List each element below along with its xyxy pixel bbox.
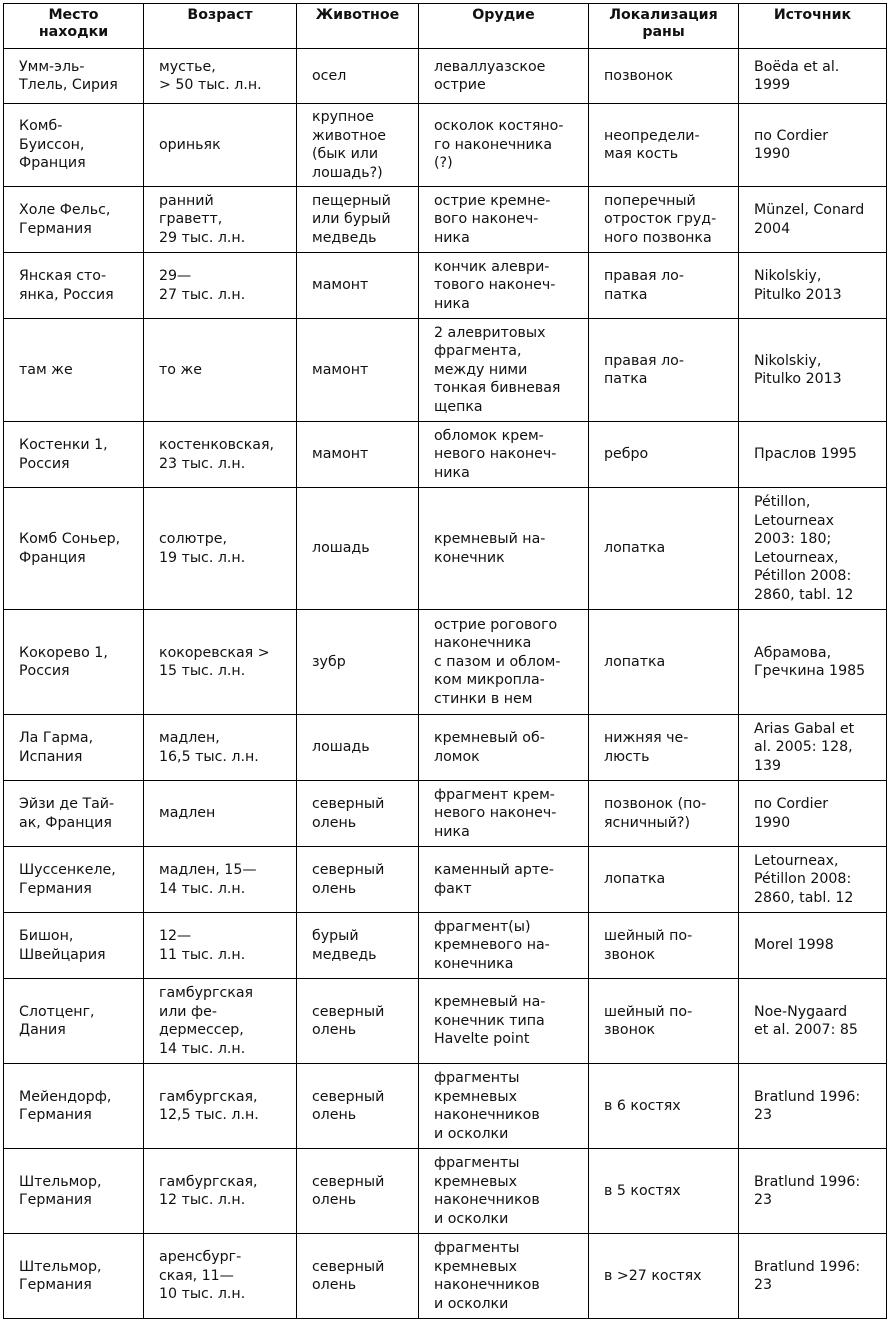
cell-source: Münzel, Conard 2004	[739, 187, 887, 253]
cell-age: мадлен, 15— 14 тыс. л.н.	[144, 847, 297, 913]
cell-tool: кремневый об- ломок	[419, 715, 589, 781]
cell-site: Мейендорф, Германия	[4, 1064, 144, 1149]
cell-age: гамбургская, 12 тыс. л.н.	[144, 1149, 297, 1234]
cell-source: Boëda et al. 1999	[739, 49, 887, 104]
cell-animal: северный олень	[297, 1234, 419, 1319]
cell-tool: леваллуазское острие	[419, 49, 589, 104]
finds-table	[3, 3, 887, 1319]
cell-animal: северный олень	[297, 847, 419, 913]
table-row	[4, 488, 887, 610]
cell-age: то же	[144, 319, 297, 422]
cell-animal: мамонт	[297, 422, 419, 488]
cell-tool: фрагмент крем- невого наконеч- ника	[419, 781, 589, 847]
cell-tool: острие рогового наконечника с пазом и облом- ком микропла- стинки в нем	[419, 610, 589, 715]
cell-site: Комб Соньер, Франция	[4, 488, 144, 610]
table-row	[4, 104, 887, 187]
cell-tool: фрагменты кремневых наконечников и осколки	[419, 1234, 589, 1319]
cell-source: Абрамова, Гречкина 1985	[739, 610, 887, 715]
cell-wound-location: нижняя че- люсть	[589, 715, 739, 781]
cell-source: Nikolskiy, Pitulko 2013	[739, 319, 887, 422]
cell-wound-location: поперечный отросток груд- ного позвонка	[589, 187, 739, 253]
cell-age: ориньяк	[144, 104, 297, 187]
cell-site: Умм-эль- Тлель, Сирия	[4, 49, 144, 104]
cell-animal: северный олень	[297, 781, 419, 847]
table-row	[4, 319, 887, 422]
cell-animal: зубр	[297, 610, 419, 715]
cell-wound-location: правая ло- патка	[589, 253, 739, 319]
cell-wound-location: шейный по- звонок	[589, 979, 739, 1064]
cell-source: Nikolskiy, Pitulko 2013	[739, 253, 887, 319]
cell-wound-location: лопатка	[589, 610, 739, 715]
cell-wound-location: неопредели- мая кость	[589, 104, 739, 187]
header-row	[4, 4, 887, 49]
cell-animal: северный олень	[297, 1064, 419, 1149]
cell-wound-location: в 5 костях	[589, 1149, 739, 1234]
cell-age: гамбургская, 12,5 тыс. л.н.	[144, 1064, 297, 1149]
cell-site: Комб- Буиссон, Франция	[4, 104, 144, 187]
table-row	[4, 847, 887, 913]
cell-site: Холе Фельс, Германия	[4, 187, 144, 253]
cell-wound-location: в 6 костях	[589, 1064, 739, 1149]
table-row	[4, 913, 887, 979]
cell-age: кокоревская > 15 тыс. л.н.	[144, 610, 297, 715]
cell-source: Праслов 1995	[739, 422, 887, 488]
cell-animal: лошадь	[297, 488, 419, 610]
cell-wound-location: позвонок (по- ясничный?)	[589, 781, 739, 847]
cell-site: Шуссенкеле, Германия	[4, 847, 144, 913]
cell-animal: лошадь	[297, 715, 419, 781]
cell-source: Bratlund 1996: 23	[739, 1234, 887, 1319]
cell-animal: северный олень	[297, 1149, 419, 1234]
cell-tool: острие кремне- вого наконеч- ника	[419, 187, 589, 253]
cell-source: Pétillon, Letourneax 2003: 180; Letourneax, Pétillon 2008: 2860, tabl. 12	[739, 488, 887, 610]
cell-wound-location: лопатка	[589, 488, 739, 610]
header-animal: Животное	[297, 4, 419, 49]
cell-age: гамбургская или фе- дермессер, 14 тыс. л.н.	[144, 979, 297, 1064]
cell-source: Arias Gabal et al. 2005: 128, 139	[739, 715, 887, 781]
cell-age: мадлен, 16,5 тыс. л.н.	[144, 715, 297, 781]
cell-animal: пещерный или бурый медведь	[297, 187, 419, 253]
cell-age: мустье, > 50 тыс. л.н.	[144, 49, 297, 104]
cell-age: 29— 27 тыс. л.н.	[144, 253, 297, 319]
table-header	[4, 4, 887, 49]
cell-tool: каменный арте- факт	[419, 847, 589, 913]
table-container	[3, 3, 887, 1319]
cell-source: Bratlund 1996: 23	[739, 1149, 887, 1234]
table-row	[4, 49, 887, 104]
cell-tool: фрагмент(ы) кремневого на- конечника	[419, 913, 589, 979]
cell-animal: осел	[297, 49, 419, 104]
header-age: Возраст	[144, 4, 297, 49]
cell-site: Слотценг, Дания	[4, 979, 144, 1064]
cell-source: Bratlund 1996: 23	[739, 1064, 887, 1149]
cell-tool: фрагменты кремневых наконечников и осколки	[419, 1064, 589, 1149]
table-row	[4, 979, 887, 1064]
cell-site: Ла Гарма, Испания	[4, 715, 144, 781]
cell-age: ранний граветт, 29 тыс. л.н.	[144, 187, 297, 253]
table-row	[4, 253, 887, 319]
cell-source: по Cordier 1990	[739, 781, 887, 847]
header-site: Место находки	[4, 4, 144, 49]
cell-tool: 2 алевритовых фрагмента, между ними тонкая бивневая щепка	[419, 319, 589, 422]
cell-age: 12— 11 тыс. л.н.	[144, 913, 297, 979]
table-row	[4, 781, 887, 847]
cell-site: Эйзи де Тай- ак, Франция	[4, 781, 144, 847]
cell-source: Letourneax, Pétillon 2008: 2860, tabl. 12	[739, 847, 887, 913]
table-body	[4, 49, 887, 1319]
cell-wound-location: в >27 костях	[589, 1234, 739, 1319]
cell-tool: фрагменты кремневых наконечников и осколки	[419, 1149, 589, 1234]
cell-age: солютре, 19 тыс. л.н.	[144, 488, 297, 610]
cell-age: костенковская, 23 тыс. л.н.	[144, 422, 297, 488]
cell-source: Noe-Nygaard et al. 2007: 85	[739, 979, 887, 1064]
cell-tool: кремневый на- конечник	[419, 488, 589, 610]
cell-animal: мамонт	[297, 253, 419, 319]
header-tool: Орудие	[419, 4, 589, 49]
cell-tool: обломок крем- невого наконеч- ника	[419, 422, 589, 488]
cell-source: по Cordier 1990	[739, 104, 887, 187]
cell-tool: осколок костяно- го наконечника (?)	[419, 104, 589, 187]
cell-animal: мамонт	[297, 319, 419, 422]
header-source: Источник	[739, 4, 887, 49]
table-row	[4, 422, 887, 488]
header-wound-location: Локализация раны	[589, 4, 739, 49]
cell-wound-location: шейный по- звонок	[589, 913, 739, 979]
cell-age: аренсбург- ская, 11— 10 тыс. л.н.	[144, 1234, 297, 1319]
table-row	[4, 1149, 887, 1234]
table-row	[4, 187, 887, 253]
cell-site: Бишон, Швейцария	[4, 913, 144, 979]
cell-site: Штельмор, Германия	[4, 1149, 144, 1234]
cell-site: Штельмор, Германия	[4, 1234, 144, 1319]
cell-source: Morel 1998	[739, 913, 887, 979]
cell-tool: кончик алеври- тового наконеч- ника	[419, 253, 589, 319]
cell-animal: бурый медведь	[297, 913, 419, 979]
cell-wound-location: лопатка	[589, 847, 739, 913]
cell-site: Костенки 1, Россия	[4, 422, 144, 488]
cell-wound-location: правая ло- патка	[589, 319, 739, 422]
cell-site: Кокорево 1, Россия	[4, 610, 144, 715]
cell-wound-location: позвонок	[589, 49, 739, 104]
table-row	[4, 1234, 887, 1319]
cell-site: Янская сто- янка, Россия	[4, 253, 144, 319]
cell-wound-location: ребро	[589, 422, 739, 488]
table-row	[4, 715, 887, 781]
table-row	[4, 610, 887, 715]
cell-animal: северный олень	[297, 979, 419, 1064]
cell-animal: крупное животное (бык или лошадь?)	[297, 104, 419, 187]
cell-tool: кремневый на- конечник типа Havelte point	[419, 979, 589, 1064]
cell-site: там же	[4, 319, 144, 422]
table-row	[4, 1064, 887, 1149]
cell-age: мадлен	[144, 781, 297, 847]
